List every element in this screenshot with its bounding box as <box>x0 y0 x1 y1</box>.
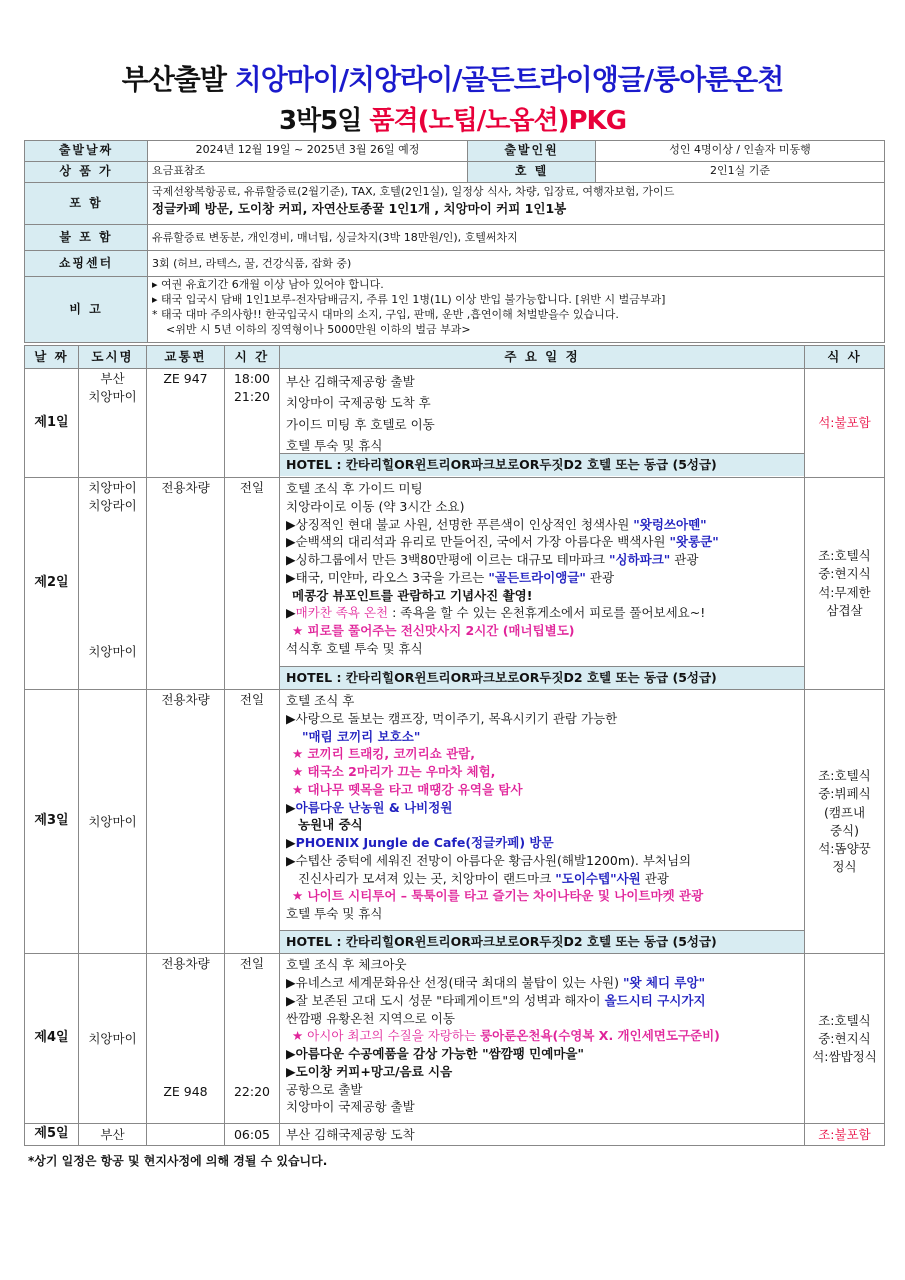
day-3-meal-4: 중식) <box>829 822 860 838</box>
hotel-value: 2인1실 기준 <box>596 162 885 183</box>
day-4-old-city: 올드시티 구시가지 <box>604 992 706 1008</box>
day-4-line-4: 싼깜팽 유황온천 지역으로 이동 <box>286 1010 455 1026</box>
day-2-line-5-suffix: 관광 <box>670 552 699 567</box>
day-3-line-9-arrow: ▶ <box>286 835 296 851</box>
day-2-line-6-suffix: 관광 <box>585 569 615 585</box>
day-2-city-2: 치앙라이 <box>88 498 137 514</box>
day-1-meal: 석:불포함 <box>805 369 885 478</box>
include-label: 포 함 <box>25 183 148 225</box>
day-5-meal: 조:불포함 <box>805 1124 885 1146</box>
day-2-line-5-text: ▶싱하그룹에서 만든 3백80만평에 이르는 대규모 테마파크 <box>286 552 609 567</box>
day-4-label: 제4일 <box>25 954 79 1124</box>
day-3-line-8: 농원내 중식 <box>298 817 363 833</box>
day-4-hot-spring: 룽아룬온천욕(수영복 X. 개인세면도구준비) <box>480 1028 720 1044</box>
day-3-orchid-farm: 아름다운 난농원 & 나비정원 <box>295 799 453 815</box>
day-3-elephant-sanctuary: "매림 코끼리 보호소" <box>302 728 421 744</box>
day-3-line-9 <box>286 834 798 852</box>
day-3-meal <box>805 690 885 954</box>
day-1-label: 제1일 <box>25 369 79 478</box>
day-3-line-6: ★ 대나무 뗏목을 타고 매땡강 유역을 탐사 <box>292 781 523 797</box>
departure-date-label: 출발날짜 <box>25 141 148 162</box>
day-1-city-1: 부산 <box>100 371 125 386</box>
day-2-schedule <box>280 478 805 690</box>
day-1-time-2: 21:20 <box>233 389 271 405</box>
day-3-transport: 전용차량 <box>147 690 225 954</box>
day-3-line-11-text: 진신사리가 모셔져 있는 곳, 치앙마이 랜드마크 <box>298 870 556 886</box>
remark-3: * 태국 대마 주의사항!! 한국입국시 대마의 소지, 구입, 판매, 운반 ,흡연이해 처벌받을수 있습니다. <box>152 307 619 321</box>
day-2-transport: 전용차량 <box>147 478 225 690</box>
day-3-line-1: 호텔 조식 후 <box>286 693 355 709</box>
day-3-doi-suthep: "도이수텝"사원 <box>555 870 641 886</box>
day-4-meal <box>805 954 885 1124</box>
day-4-line-5-star: ★ 아시아 최고의 수질을 자랑하는 <box>292 1028 481 1044</box>
shopping-label: 쇼핑센터 <box>25 251 148 277</box>
day-2-line-4-text: ▶순백색의 대리석과 유리로 만들어진, 국에서 가장 아름다운 백색사원 <box>286 534 670 550</box>
day-3-time: 전일 <box>225 690 280 954</box>
day-3-line-13: 호텔 투숙 및 휴식 <box>286 906 383 922</box>
day-2-line-3 <box>286 516 798 534</box>
day-2-line-8 <box>286 604 798 622</box>
info-table <box>24 140 885 343</box>
remark-2: ▸ 태국 입국시 담배 1인1보루-전자담배금지, 주류 1인 1병(1L) 이상 반입 불가능합니다. [위반 시 벌금부과] <box>152 292 666 306</box>
price-value: 요금표참조 <box>148 162 468 183</box>
remark-1: ▸ 여권 유효기간 6개월 이상 남아 있어야 합니다. <box>152 278 384 291</box>
title-line-1 <box>0 58 905 98</box>
day-4-line-1: 호텔 조식 후 체크아웃 <box>286 957 407 973</box>
day-4-handicraft-village: "쌈깜팽 민예마을" <box>482 1046 584 1061</box>
header-time: 시 간 <box>225 346 280 369</box>
day-3-label: 제3일 <box>25 690 79 954</box>
day-2-line-1: 호텔 조식 후 가이드 미팅 <box>286 481 423 496</box>
day-2-line-5 <box>286 551 798 569</box>
day-4-line-6 <box>286 1045 798 1063</box>
exclude-label: 불 포 함 <box>25 225 148 251</box>
hotel-label: 호 텔 <box>468 162 596 183</box>
remarks-label: 비 고 <box>25 277 148 343</box>
day-2-singha-park: "싱하파크" <box>608 552 671 567</box>
header-date: 날 짜 <box>25 346 79 369</box>
day-2-golden-triangle: "골든트라이앵글" <box>488 569 586 585</box>
day-3-schedule <box>280 690 805 954</box>
day-3-line-11 <box>286 870 798 888</box>
day-4-line-2 <box>286 974 798 992</box>
day-2-meal <box>805 478 885 690</box>
header-meal: 식 사 <box>805 346 885 369</box>
departure-people-value: 성인 4명이상 / 인솔자 미동행 <box>596 141 885 162</box>
title-destinations: 치앙마이/치앙라이/골든트라이앵글/룽아룬온천 <box>234 63 784 96</box>
day-3-meal-1: 조:호텔식 <box>818 768 871 784</box>
day-4-transport <box>147 954 225 1124</box>
day-5-row <box>25 1124 885 1146</box>
include-value <box>148 183 885 225</box>
day-3-line-5: ★ 태국소 2마리가 끄는 우마차 체험, <box>292 764 496 780</box>
day-3-meal-3: (캠프내 <box>823 804 866 820</box>
day-2-city-1: 치앙마이 <box>88 480 137 495</box>
day-4-line-6-text: ▶아름다운 수공예품을 감상 가능한 <box>286 1046 483 1061</box>
day-2-line-9: ★ 피로를 풀어주는 전신맛사지 2시간 (매너팁별도) <box>292 623 575 638</box>
day-4-time <box>225 954 280 1124</box>
remarks-value <box>148 277 885 343</box>
day-2-row <box>25 478 885 690</box>
day-3-line-7-arrow: ▶ <box>286 799 296 815</box>
exclude-value: 유류할증료 변동분, 개인경비, 매너팁, 싱글차지(3박 18만원/인), 호텔써차지 <box>148 225 885 251</box>
remark-4: <위반 시 5년 이하의 징역형이나 5000만원 이하의 벌금 부과> <box>166 322 471 336</box>
day-4-line-7: ▶도이창 커피+망고/음료 시음 <box>286 1063 453 1079</box>
header-schedule: 주 요 일 정 <box>280 346 805 369</box>
day-2-line-6 <box>286 569 798 587</box>
day-2-city <box>79 478 147 690</box>
schedule-table <box>24 345 885 1146</box>
day-4-line-2-text: ▶유네스코 세계문화유산 선정(태국 최대의 불탑이 있는 사원) <box>286 975 623 990</box>
day-1-city <box>79 369 147 478</box>
day-5-transport <box>147 1124 225 1146</box>
title-departure: 부산출발 <box>121 63 226 96</box>
day-5-time: 06:05 <box>225 1124 280 1146</box>
day-2-line-3-text: ▶상징적인 현대 불교 사원, 선명한 푸른색이 인상적인 청색사원 <box>286 516 634 532</box>
day-3-line-11-suffix: 관광 <box>640 870 669 886</box>
day-3-line-4: ★ 코끼리 트래킹, 코끼리쇼 관람, <box>292 746 476 762</box>
day-3-jungle-cafe: PHOENIX Jungle de Cafe(정글카페) 방문 <box>295 835 554 851</box>
day-1-line-2: 치앙마이 국제공항 도착 후 <box>286 395 431 411</box>
title-line-2 <box>0 100 905 137</box>
day-2-meal-4: 삼겹살 <box>826 602 863 618</box>
title-package-type: 품격(노팁/노옵션)PKG <box>369 106 627 136</box>
day-2-line-6-text: ▶태국, 미얀마, 라오스 3국을 가르는 <box>286 569 489 585</box>
day-3-meal-5: 석:똠양꿍 <box>818 840 871 856</box>
day-1-hotel: HOTEL : 칸타리힐OR윈트리OR파크보로OR두짓D2 호텔 또는 동급 (5성급) <box>280 453 804 476</box>
header-transport: 교통편 <box>147 346 225 369</box>
day-2-meal-1: 조:호텔식 <box>818 548 871 564</box>
day-2-line-2: 치앙라이로 이동 (약 3시간 소요) <box>286 498 465 514</box>
day-4-time-2: 22:20 <box>233 1084 271 1100</box>
day-3-line-2: ▶사랑으로 돌보는 캠프장, 먹이주기, 목욕시키기 관람 가능한 <box>286 710 618 726</box>
day-3-line-7 <box>286 799 798 817</box>
day-4-flight: ZE 948 <box>163 1084 208 1100</box>
day-1-city-2: 치앙마이 <box>88 389 137 405</box>
day-4-meal-2: 중:현지식 <box>818 1030 871 1046</box>
day-5-city: 부산 <box>79 1124 147 1146</box>
day-1-time <box>225 369 280 478</box>
day-1-row <box>25 369 885 478</box>
day-4-city: 치앙마이 <box>79 954 147 1124</box>
day-2-line-8-arrow: ▶ <box>286 605 296 621</box>
title-duration: 3박5일 <box>278 106 362 136</box>
day-4-time-1: 전일 <box>239 956 265 972</box>
include-items: 국제선왕복항공료, 유류할증료(2월기준), TAX, 호텔(2인1실), 일정상 식사, 차량, 입장료, 여행자보험, 가이드 <box>152 185 675 198</box>
header-city: 도시명 <box>79 346 147 369</box>
departure-people-label: 출발인원 <box>468 141 596 162</box>
day-3-line-10: ▶수텝산 중턱에 세워진 전망이 아름다운 황금사원(해발1200m). 부처님의 <box>286 852 692 868</box>
day-1-line-4: 호텔 투숙 및 휴식 <box>286 437 383 453</box>
day-1-line-1: 부산 김해국제공항 출발 <box>286 374 415 389</box>
day-3-line-12: ★ 나이트 시티투어 – 툭툭이를 타고 즐기는 차이나타운 및 나이트마켓 관광 <box>292 888 704 904</box>
day-1-schedule <box>280 369 805 478</box>
day-2-blue-temple: "왓렁쓰아뗀" <box>633 516 707 532</box>
day-4-meal-1: 조:호텔식 <box>818 1012 871 1028</box>
day-3-meal-2: 중:뷔페식 <box>818 786 871 802</box>
departure-date-value: 2024년 12월 19일 ~ 2025년 3월 26일 예정 <box>148 141 468 162</box>
day-2-line-7: 메콩강 뷰포인트를 관람하고 기념사진 촬영! <box>292 587 533 603</box>
day-3-hotel: HOTEL : 칸타리힐OR윈트리OR파크보로OR두짓D2 호텔 또는 동급 (5성급) <box>280 930 804 953</box>
day-2-label: 제2일 <box>25 478 79 690</box>
day-5-schedule: 부산 김해국제공항 도착 <box>280 1124 805 1146</box>
day-2-meal-3: 석:무제한 <box>818 584 871 600</box>
day-4-line-9: 치앙마이 국제공항 출발 <box>286 1099 415 1115</box>
price-label: 상 품 가 <box>25 162 148 183</box>
footer-note: *상기 일정은 항공 및 현지사정에 의해 경될 수 있습니다. <box>28 1154 328 1168</box>
day-2-line-10: 석식후 호텔 투숙 및 휴식 <box>286 640 423 656</box>
day-4-schedule <box>280 954 805 1124</box>
day-4-line-8: 공항으로 출발 <box>286 1081 363 1097</box>
day-2-line-8-text: : 족욕을 할 수 있는 온천휴게소에서 피로를 풀어보세요~! <box>388 605 706 621</box>
day-4-row <box>25 954 885 1124</box>
day-4-line-3 <box>286 992 798 1010</box>
day-1-line-3: 가이드 미팅 후 호텔로 이동 <box>286 416 435 432</box>
include-extras: 정글카페 방문, 도이창 커피, 자연산토종꿀 1인1개 , 치앙마이 커피 1인1봉 <box>152 200 567 216</box>
day-2-hotel: HOTEL : 칸타리힐OR윈트리OR파크보로OR두짓D2 호텔 또는 동급 (5성급) <box>280 666 804 689</box>
day-4-meal-3: 석:쌈밥정식 <box>812 1048 877 1064</box>
day-1-transport: ZE 947 <box>147 369 225 478</box>
day-5-label: 제5일 <box>25 1124 79 1146</box>
day-4-line-5 <box>286 1027 798 1045</box>
day-3-city: 치앙마이 <box>79 690 147 954</box>
day-2-meal-2: 중:현지식 <box>818 566 871 582</box>
day-3-row <box>25 690 885 954</box>
shopping-value: 3회 (허브, 라텍스, 꿀, 건강식품, 잡화 중) <box>148 251 885 277</box>
day-2-white-temple: "왓롱쿤" <box>669 534 719 550</box>
day-2-city-3: 치앙마이 <box>88 644 137 660</box>
day-4-line-3-text: ▶잘 보존된 고대 도시 성문 "타페게이트"의 성벽과 해자이 <box>286 992 605 1008</box>
day-4-wat-chedi-luang: "왓 체디 루앙" <box>622 975 706 990</box>
day-2-time: 전일 <box>225 478 280 690</box>
day-2-line-4 <box>286 533 798 551</box>
day-3-meal-6: 정식 <box>832 858 857 874</box>
day-1-time-1: 18:00 <box>233 371 271 386</box>
day-4-transport-1: 전용차량 <box>161 956 210 972</box>
day-2-hot-spring: 매카찬 족욕 온천 <box>295 605 389 621</box>
